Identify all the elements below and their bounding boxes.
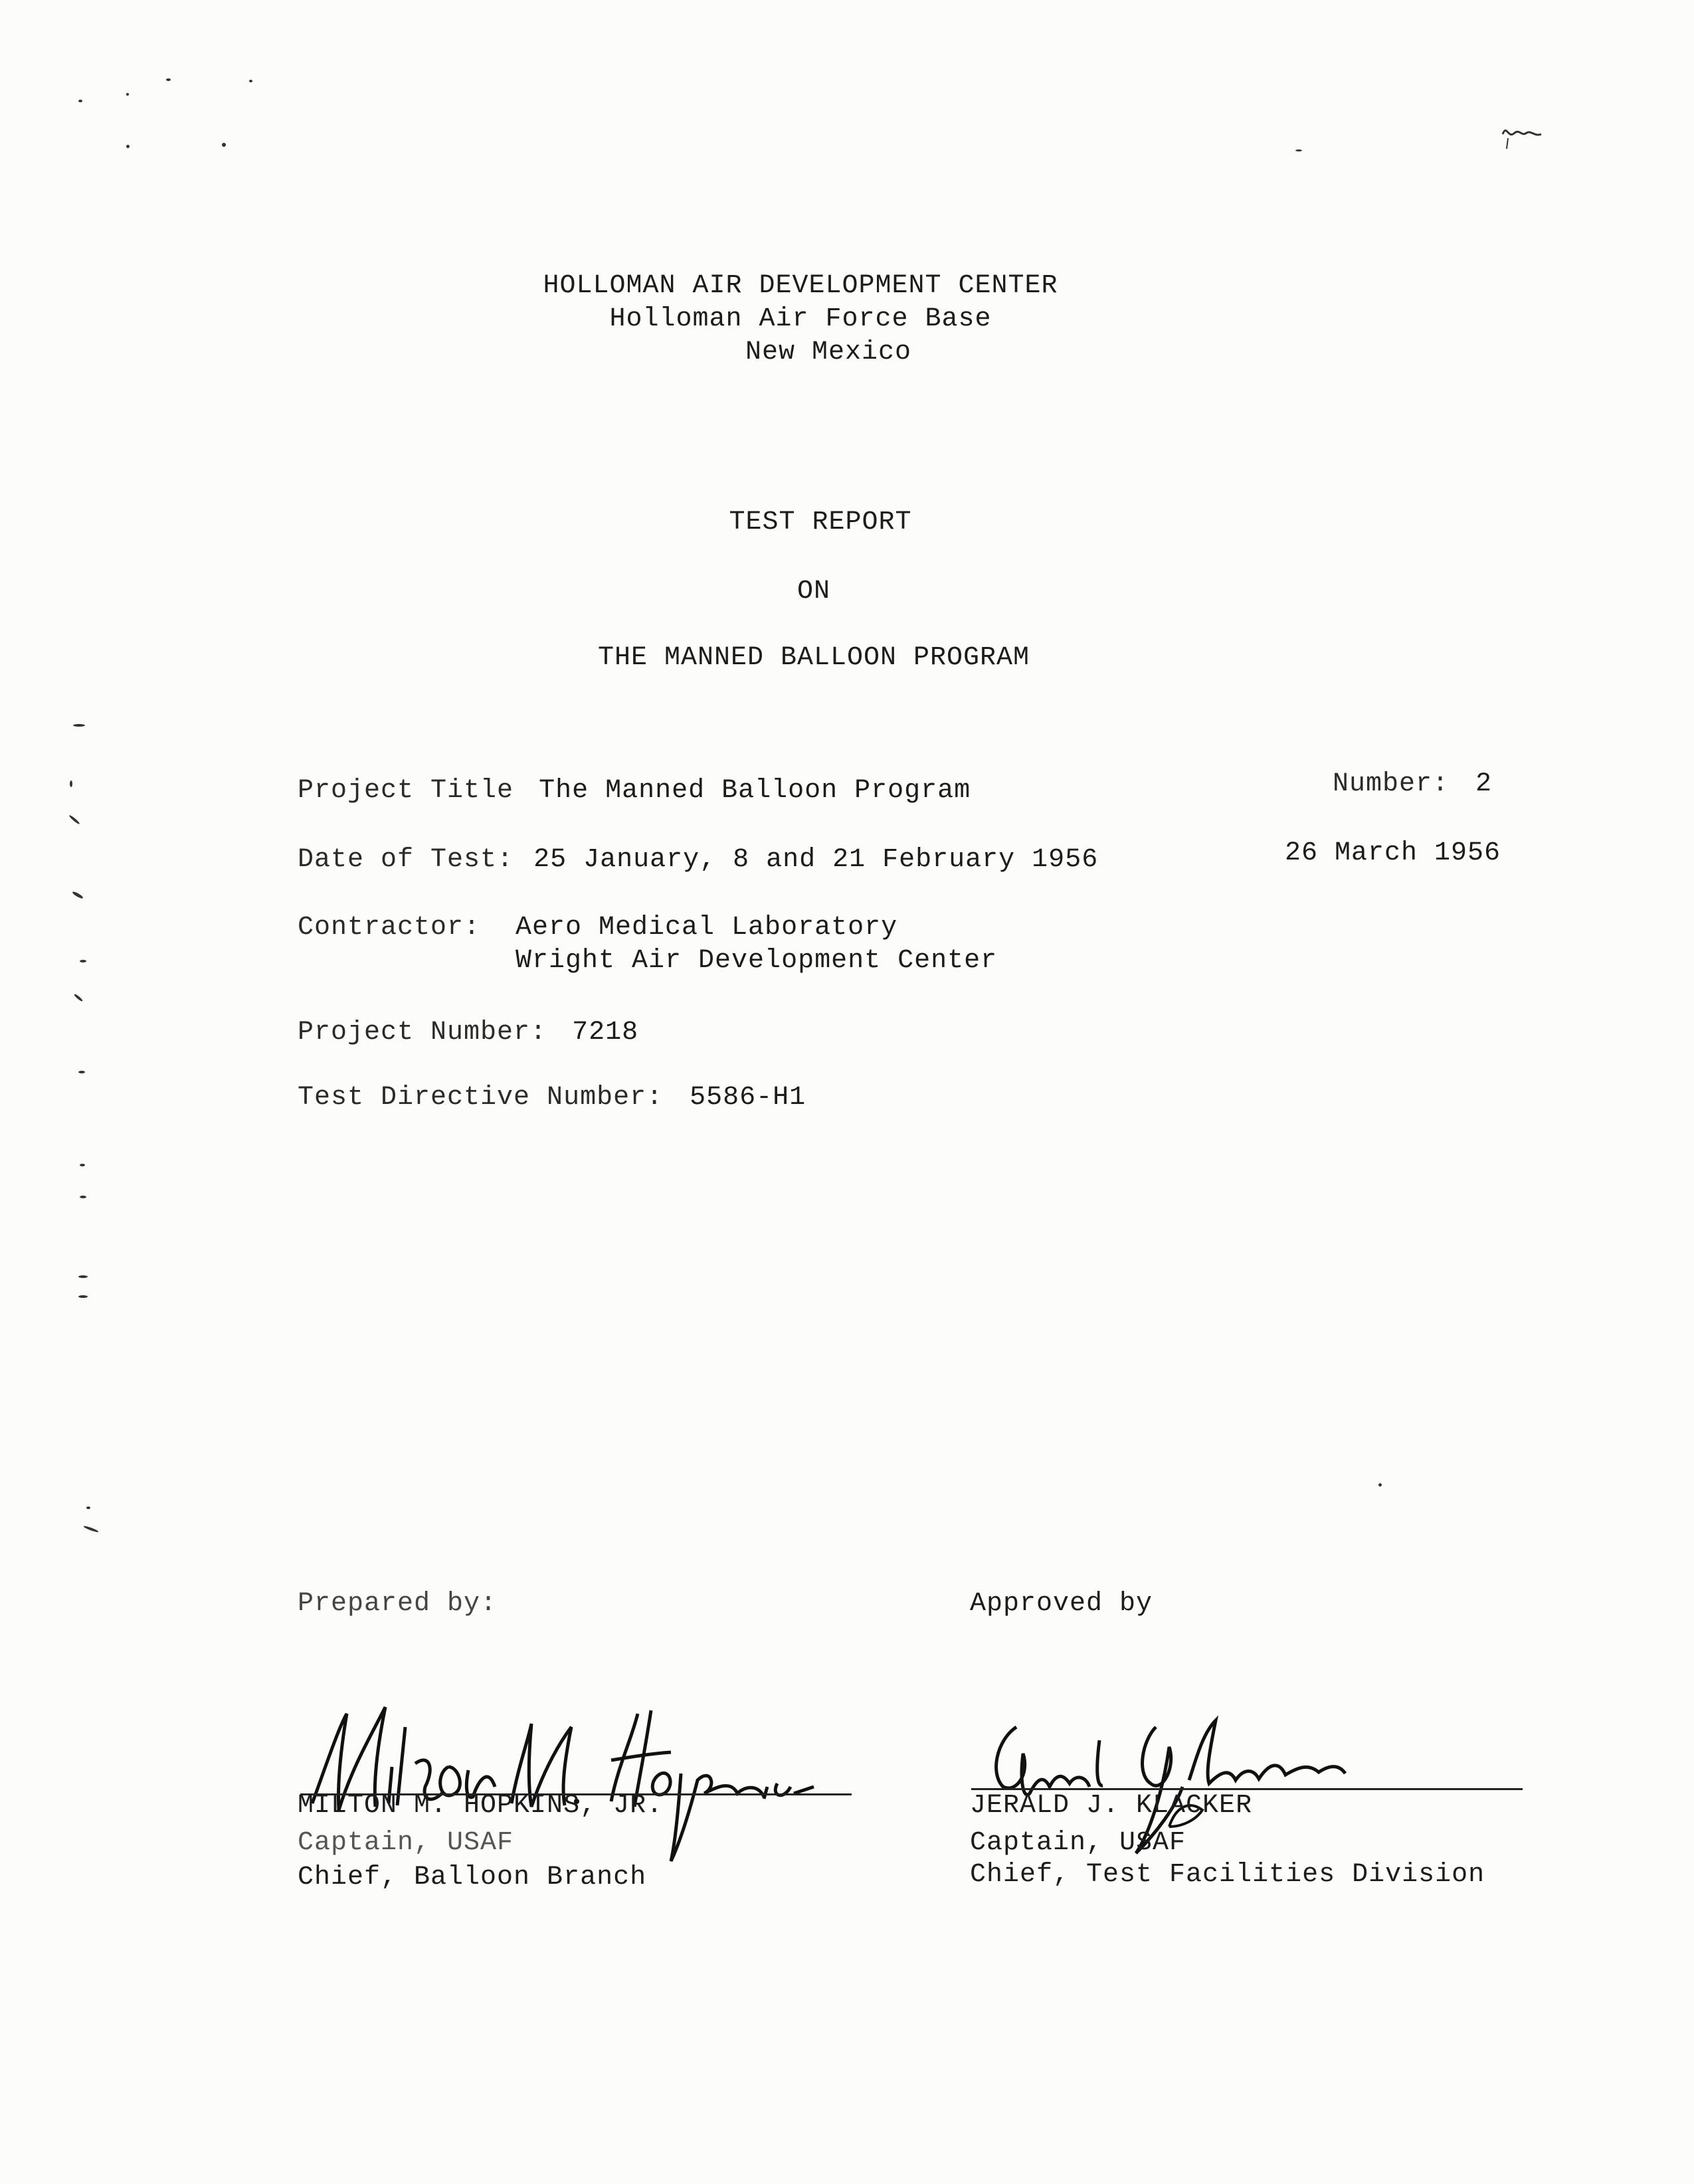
prepared-by-label: Prepared by:: [298, 1589, 498, 1619]
state-name: New Mexico: [745, 337, 912, 367]
project-number-value: 7218: [572, 1018, 639, 1047]
date-of-test-value: 25 January, 8 and 21 February 1956: [533, 845, 1099, 875]
project-title-label: Project Title: [298, 776, 514, 806]
approved-position: Chief, Test Facilities Division: [970, 1860, 1485, 1890]
date-of-test-row: [298, 845, 1098, 875]
base-name: Holloman Air Force Base: [609, 304, 992, 334]
report-date: 26 March 1956: [1285, 838, 1501, 868]
corner-initials-mark: [1495, 120, 1561, 159]
number-value: 2: [1475, 769, 1493, 799]
contractor-row: [298, 913, 480, 943]
approved-rank: Captain, USAF: [970, 1828, 1186, 1858]
approved-name: JERALD J. KLACKER: [970, 1791, 1253, 1821]
project-number-label: Project Number:: [298, 1018, 547, 1047]
project-number-row: [298, 1018, 638, 1047]
contractor-value-line-1: Aero Medical Laboratory: [516, 913, 898, 943]
date-of-test-label: Date of Test:: [298, 845, 514, 875]
number-row: [1333, 769, 1492, 799]
title-line-3: THE MANNED BALLOON PROGRAM: [597, 643, 1030, 673]
contractor-label: Contractor:: [298, 913, 481, 943]
contractor-value-line-2: Wright Air Development Center: [516, 946, 998, 976]
prepared-position: Chief, Balloon Branch: [298, 1863, 647, 1892]
test-directive-row: [298, 1083, 806, 1113]
project-title-row: [298, 776, 971, 806]
test-directive-value: 5586-H1: [690, 1083, 806, 1113]
number-label: Number:: [1333, 769, 1450, 799]
org-name: HOLLOMAN AIR DEVELOPMENT CENTER: [543, 271, 1058, 301]
project-title-value: The Manned Balloon Program: [539, 776, 971, 806]
title-line-1: TEST REPORT: [729, 507, 912, 537]
test-directive-label: Test Directive Number:: [298, 1083, 664, 1113]
title-line-2: ON: [797, 577, 830, 606]
prepared-rank: Captain, USAF: [298, 1828, 514, 1858]
prepared-name: MILTON M. HOPKINS, JR.: [298, 1791, 664, 1821]
approved-signature-line: [971, 1788, 1523, 1790]
approved-by-label: Approved by: [970, 1589, 1153, 1619]
